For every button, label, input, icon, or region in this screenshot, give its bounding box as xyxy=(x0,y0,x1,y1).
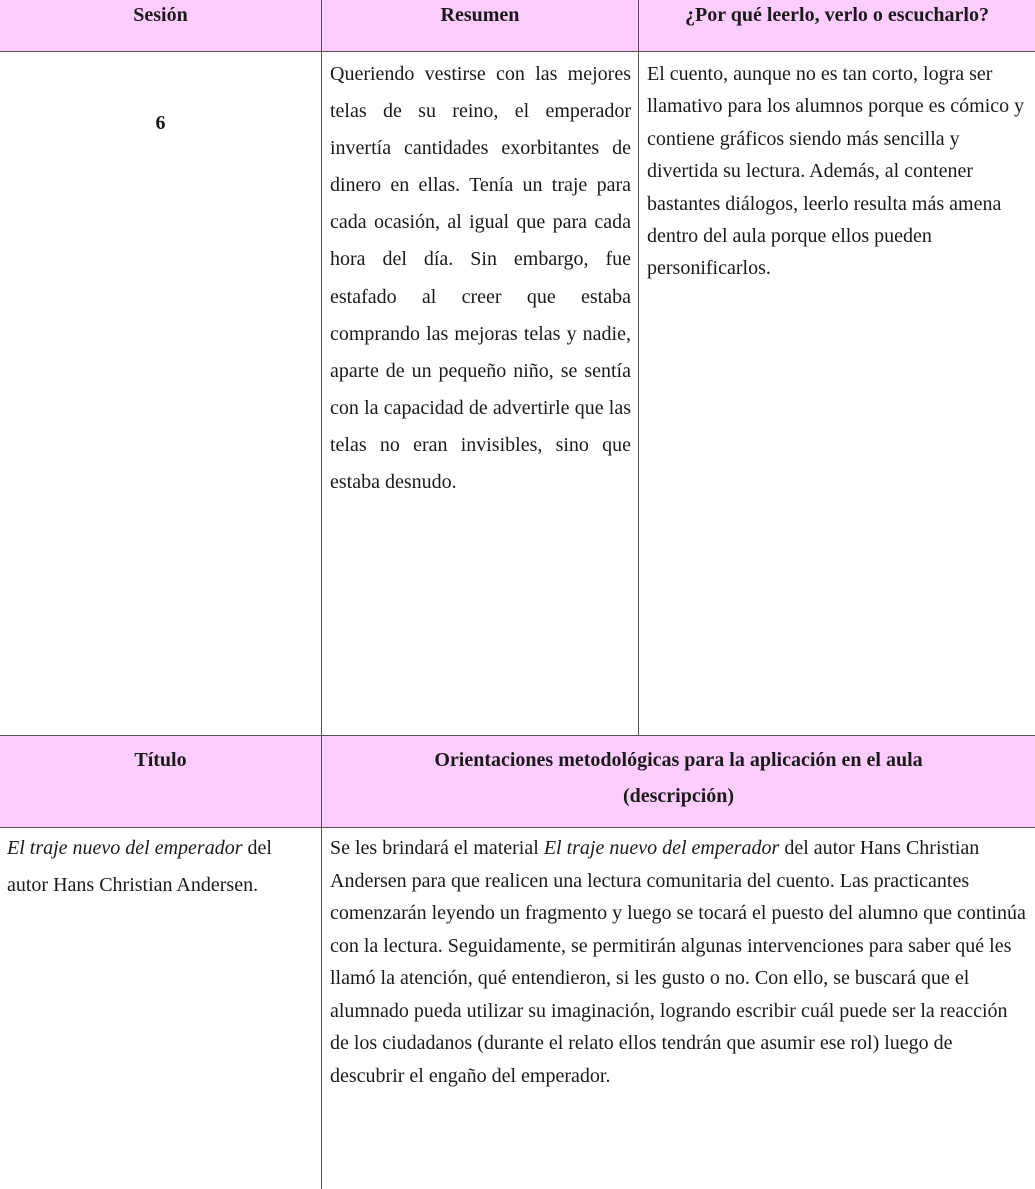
header-titulo: Título xyxy=(0,736,322,828)
header-orientaciones-line2: (descripción) xyxy=(622,785,735,807)
header-orientaciones xyxy=(322,736,1035,828)
story-author: del autor Hans Christian Andersen. xyxy=(7,837,272,896)
methodology-part1: Se les brindará el material xyxy=(330,837,544,859)
reason-text: El cuento, aunque no es tan corto, logra ser llamativo para los alumnos porque es cómico y contiene gráficos siendo más sencilla y divertida su lectura. Además, al contener bastantes diálogos, leerlo resulta más amena dentro del aula porque ellos pueden personificarlos. xyxy=(639,52,1035,736)
header-orientaciones-line1: Orientaciones metodológicas para la aplicación en el aula xyxy=(434,749,923,771)
header-porque: ¿Por qué leerlo, verlo o escucharlo? xyxy=(639,0,1035,52)
methodology-part2: del autor Hans Christian Andersen para que realicen una lectura comunitaria del cuento. Las practicantes comenzarán leyendo un fragmento y luego se tocará el puesto del alumno que continúa con la lectura. Seguidamente, se permitirán algunas intervenciones para saber qué les llamó la atención, qué entendieron, si les gusto o no. Con ello, se buscará que el alumnado pueda utilizar su imaginación, logrando escribir cuál puede ser la reacción de los ciudadanos (durante el relato ellos tendrán que asumir ese rol) luego de descubrir el engaño del emperador. xyxy=(330,837,1026,1087)
header-resumen: Resumen xyxy=(322,0,639,52)
methodology-story-title: El traje nuevo del emperador xyxy=(543,837,780,859)
methodology-text xyxy=(322,828,1035,1189)
session-summary: Queriendo vestirse con las mejores telas de su reino, el emperador invertía cantidades exorbitantes de dinero en ellas. Tenía un traje para cada ocasión, al igual que para cada hora del día. Sin embargo, fue estafado al creer que estaba comprando las mejoras telas y nadie, aparte de un pequeño niño, se sentía con la capacidad de advertirle que las telas no eran invisibles, sino que estaba desnudo. xyxy=(322,52,639,736)
header-sesion: Sesión xyxy=(0,0,322,52)
title-cell xyxy=(0,828,322,1189)
story-title: El traje nuevo del emperador xyxy=(7,837,243,859)
session-number: 6 xyxy=(0,52,322,736)
